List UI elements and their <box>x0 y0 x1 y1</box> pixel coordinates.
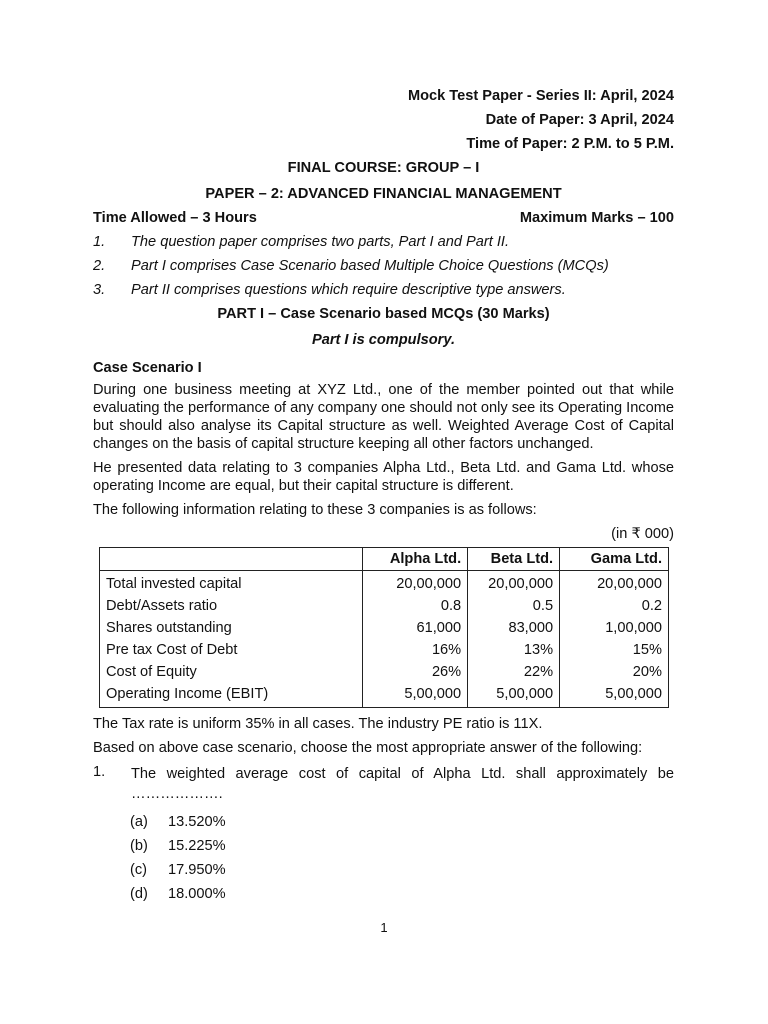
option-item: (d) 18.000% <box>130 886 226 902</box>
table-row: Pre tax Cost of Debt 16% 13% 15% <box>100 639 669 661</box>
instruction-item: 1. The question paper comprises two parts, Part I and Part II. <box>93 234 509 250</box>
page-number: 1 <box>380 920 388 935</box>
option-item: (a) 13.520% <box>130 814 226 830</box>
options-list <box>93 810 674 906</box>
question-text: The weighted average cost of capital of Alpha Ltd. shall approximately be ………………. <box>131 766 674 802</box>
table-header-cell: Beta Ltd. <box>468 548 560 571</box>
course-title: FINAL COURSE: GROUP – I <box>287 160 480 176</box>
table-header-cell <box>100 548 363 571</box>
tax-note: The Tax rate is uniform 35% in all cases. The industry PE ratio is 11X. <box>93 716 543 732</box>
case-heading: Case Scenario I <box>93 360 202 376</box>
paper-date: Date of Paper: 3 April, 2024 <box>485 112 674 128</box>
header-block <box>93 0 674 156</box>
table-row: Operating Income (EBIT) 5,00,000 5,00,000 5,00,000 <box>100 683 669 708</box>
question-1 <box>93 764 674 804</box>
instruction-item: 3. Part II comprises questions which require descriptive type answers. <box>93 282 566 298</box>
option-item: (c) 17.950% <box>130 862 226 878</box>
company-data-table <box>99 547 669 708</box>
case-paragraph: During one business meeting at XYZ Ltd., one of the member pointed out that while evaluating the performance of any company one should not only see its Operating Income but should also analyse its Capital structure as well. Weighted Average Cost of Capital changes on the basis of capital structure keeping all other factors unchanged. <box>93 382 674 452</box>
question-number: 1. <box>93 764 106 780</box>
case-paragraph: He presented data relating to 3 companies Alpha Ltd., Beta Ltd. and Gama Ltd. whose operating Income are equal, but their capital structure is different. <box>93 460 674 494</box>
instructions-list <box>93 230 674 302</box>
case-paragraph: The following information relating to these 3 companies is as follows: <box>93 502 537 518</box>
maximum-marks: Maximum Marks – 100 <box>519 210 674 226</box>
part1-title: PART I – Case Scenario based MCQs (30 Marks) <box>217 306 550 322</box>
table-row: Total invested capital 20,00,000 20,00,000 20,00,000 <box>100 571 669 596</box>
unit-note: (in ₹ 000) <box>611 526 674 542</box>
time-allowed: Time Allowed – 3 Hours <box>93 210 257 226</box>
table-row: Shares outstanding 61,000 83,000 1,00,000 <box>100 617 669 639</box>
paper-time: Time of Paper: 2 P.M. to 5 P.M. <box>466 136 674 152</box>
table-header-cell: Alpha Ltd. <box>363 548 468 571</box>
table-row: Cost of Equity 26% 22% 20% <box>100 661 669 683</box>
instruction-item: 2. Part I comprises Case Scenario based Multiple Choice Questions (MCQs) <box>93 258 609 274</box>
time-marks-row <box>93 206 674 230</box>
table-header-cell: Gama Ltd. <box>560 548 669 571</box>
table-header-row <box>100 548 669 571</box>
part1-subtitle: Part I is compulsory. <box>311 332 455 348</box>
option-item: (b) 15.225% <box>130 838 226 854</box>
paper-title: PAPER – 2: ADVANCED FINANCIAL MANAGEMENT <box>205 186 562 202</box>
instruction-line: Based on above case scenario, choose the most appropriate answer of the following: <box>93 740 643 756</box>
series-title: Mock Test Paper - Series II: April, 2024 <box>407 88 674 104</box>
table-row: Debt/Assets ratio 0.8 0.5 0.2 <box>100 595 669 617</box>
